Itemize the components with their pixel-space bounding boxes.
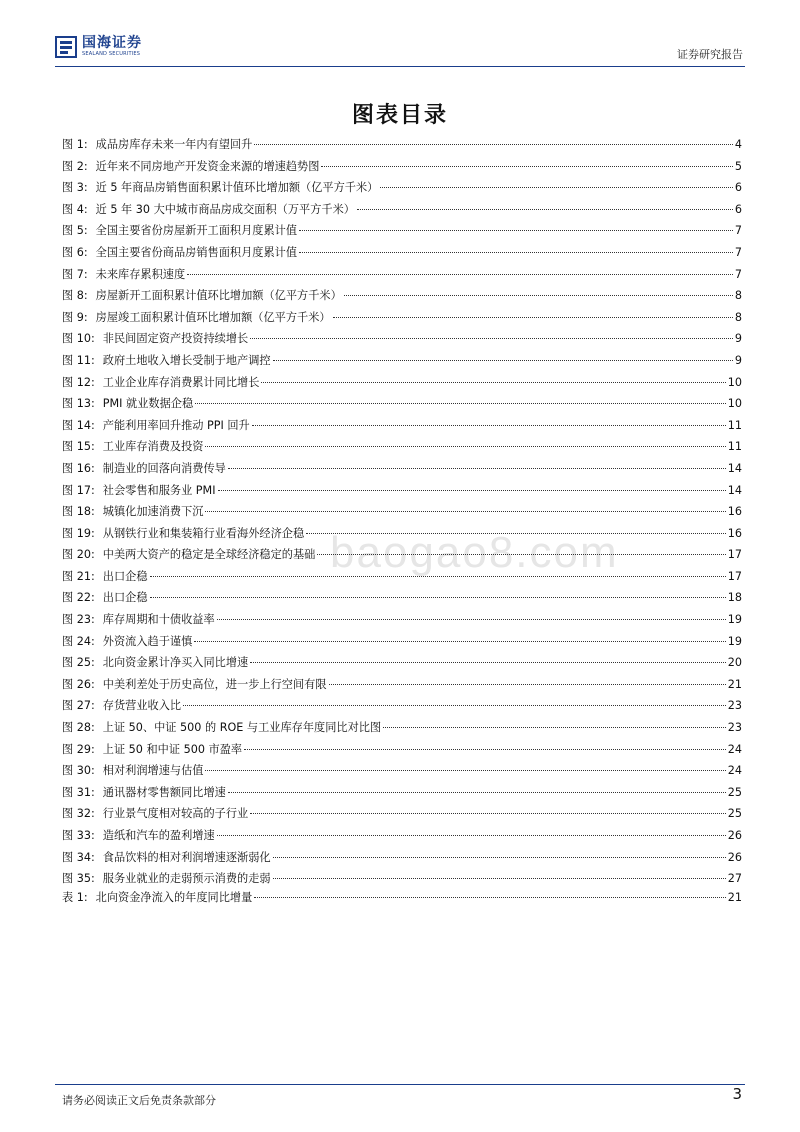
figure-entry[interactable] (62, 328, 742, 350)
toc-leader-dots (250, 813, 726, 814)
header-divider (55, 66, 745, 67)
toc-leader-dots (183, 705, 726, 706)
toc-title: 非民间固定资产投资持续增长 (102, 332, 249, 346)
toc-title: 社会零售和服务业 PMI (102, 483, 216, 497)
toc-label: 图 9: (62, 310, 88, 324)
figure-entry[interactable] (62, 436, 742, 458)
toc-title: 北向资金累计净买入同比增速 (102, 656, 249, 670)
toc-page-number: 7 (734, 224, 742, 238)
toc-title: 上证 50、中证 500 的 ROE 与工业库存年度同比对比图 (102, 721, 382, 735)
toc-page-number: 10 (727, 375, 742, 389)
toc-leader-dots (194, 641, 725, 642)
toc-page-number: 17 (727, 569, 742, 583)
footer-disclaimer: 请务必阅读正文后免责条款部分 (62, 1094, 216, 1107)
toc-title: 近 5 年 30 大中城市商品房成交面积（万平方千米） (95, 202, 355, 216)
toc-page-number: 25 (727, 785, 742, 799)
toc-label: 图 2: (62, 159, 88, 173)
toc-label: 图 24: (62, 634, 95, 648)
toc-page-number: 20 (727, 656, 742, 670)
toc-leader-dots (261, 382, 725, 383)
toc-page-number: 25 (727, 807, 742, 821)
figure-entry[interactable] (62, 480, 742, 502)
toc-page-number: 8 (734, 289, 742, 303)
toc-page-number: 5 (734, 159, 742, 173)
toc-label: 图 20: (62, 548, 95, 562)
brand-logo (55, 36, 142, 58)
toc-title: 出口企稳 (102, 569, 148, 583)
table-list (62, 887, 742, 909)
toc-title: 服务业就业的走弱预示消费的走弱 (102, 872, 271, 886)
toc-page-number: 17 (727, 548, 742, 562)
toc-page-number: 24 (727, 764, 742, 778)
toc-title: 中美利差处于历史高位，进一步上行空间有限 (102, 677, 327, 691)
toc-title: 存货营业收入比 (102, 699, 182, 713)
toc-page-number: 9 (734, 332, 742, 346)
figure-entry[interactable] (62, 609, 742, 631)
figure-entry[interactable] (62, 782, 742, 804)
figure-entry[interactable] (62, 717, 742, 739)
toc-leader-dots (273, 878, 726, 879)
toc-leader-dots (299, 252, 733, 253)
toc-title: 全国主要省份房屋新开工面积月度累计值 (95, 224, 298, 238)
toc-title: 中美两大资产的稳定是全球经济稳定的基础 (102, 548, 316, 562)
toc-label: 图 29: (62, 742, 95, 756)
toc-title: 行业景气度相对较高的子行业 (102, 807, 249, 821)
figure-entry[interactable] (62, 134, 742, 156)
toc-title: 从钢铁行业和集装箱行业看海外经济企稳 (102, 526, 305, 540)
figure-entry[interactable] (62, 695, 742, 717)
figure-entry[interactable] (62, 350, 742, 372)
figure-entry[interactable] (62, 307, 742, 329)
toc-label: 图 27: (62, 699, 95, 713)
toc-label: 图 33: (62, 829, 95, 842)
toc-page-number: 16 (727, 505, 742, 519)
figure-entry[interactable] (62, 825, 742, 847)
toc-title: 成品房库存未来一年内有望回升 (95, 138, 253, 151)
toc-label: 图 22: (62, 591, 95, 605)
figure-entry[interactable] (62, 652, 742, 674)
toc-title: 全国主要省份商品房销售面积月度累计值 (95, 245, 298, 259)
toc-leader-dots (333, 317, 733, 318)
toc-label: 图 11: (62, 353, 95, 367)
toc-label: 表 1: (62, 891, 88, 904)
figure-entry[interactable] (62, 523, 742, 545)
figure-list (62, 134, 742, 890)
toc-leader-dots (321, 166, 732, 167)
figure-entry[interactable] (62, 674, 742, 696)
toc-leader-dots (273, 857, 726, 858)
toc-page-number: 21 (727, 677, 742, 691)
toc-leader-dots (250, 338, 733, 339)
figure-entry[interactable] (62, 264, 742, 286)
toc-page-number: 14 (727, 461, 742, 475)
toc-leader-dots (150, 576, 726, 577)
toc-leader-dots (205, 446, 725, 447)
figure-entry[interactable] (62, 847, 742, 869)
sealand-logo-icon (55, 36, 77, 58)
toc-page-number: 10 (727, 397, 742, 411)
toc-label: 图 16: (62, 461, 95, 475)
toc-title: 近年来不同房地产开发资金来源的增速趋势图 (95, 159, 320, 173)
toc-title: 出口企稳 (102, 591, 148, 605)
toc-label: 图 31: (62, 785, 95, 799)
toc-page-number: 6 (734, 202, 742, 216)
toc-page-number: 23 (727, 699, 742, 713)
toc-leader-dots (228, 792, 726, 793)
figure-entry[interactable] (62, 177, 742, 199)
figure-entry[interactable] (62, 156, 742, 178)
toc-label: 图 35: (62, 872, 95, 886)
toc-page-number: 26 (727, 850, 742, 864)
toc-label: 图 25: (62, 656, 95, 670)
figure-entry[interactable] (62, 587, 742, 609)
figure-entry[interactable] (62, 220, 742, 242)
report-type: 证券研究报告 (677, 48, 743, 61)
toc-leader-dots (250, 662, 726, 663)
toc-label: 图 17: (62, 483, 95, 497)
toc-title: 相对利润增速与估值 (102, 764, 204, 778)
toc-title: 房屋新开工面积累计值环比增加额（亿平方千米） (95, 289, 342, 303)
toc-leader-dots (217, 619, 726, 620)
figure-entry[interactable] (62, 393, 742, 415)
toc-leader-dots (299, 230, 733, 231)
figure-entry[interactable] (62, 458, 742, 480)
toc-leader-dots (344, 295, 733, 296)
toc-page-number: 23 (727, 721, 742, 735)
toc-leader-dots (228, 468, 726, 469)
figure-entry[interactable] (62, 285, 742, 307)
figure-entry[interactable] (62, 415, 742, 437)
toc-page-number: 26 (727, 829, 742, 842)
toc-title: 城镇化加速消费下沉 (102, 505, 204, 519)
page-number: 3 (732, 1085, 742, 1103)
toc-title: 制造业的回落向消费传导 (102, 461, 226, 475)
toc-title: 政府土地收入增长受制于地产调控 (102, 353, 271, 367)
toc-label: 图 26: (62, 677, 95, 691)
toc-page-number: 6 (734, 181, 742, 195)
toc-label: 图 15: (62, 440, 95, 454)
toc-leader-dots (218, 490, 726, 491)
toc-label: 图 21: (62, 569, 95, 583)
toc-leader-dots (150, 597, 726, 598)
figure-entry[interactable] (62, 544, 742, 566)
toc-page-number: 7 (734, 267, 742, 281)
toc-title: 工业库存消费及投资 (102, 440, 204, 454)
toc-title: 库存周期和十债收益率 (102, 613, 215, 627)
toc-title: 上证 50 和中证 500 市盈率 (102, 742, 243, 756)
toc-page-number: 4 (734, 138, 742, 151)
page-header (0, 0, 800, 70)
toc-page-number: 8 (734, 310, 742, 324)
toc-title: 产能利用率回升推动 PPI 回升 (102, 418, 250, 432)
toc-label: 图 10: (62, 332, 95, 346)
toc-label: 图 4: (62, 202, 88, 216)
figure-entry[interactable] (62, 631, 742, 653)
toc-title: 造纸和汽车的盈利增速 (102, 829, 215, 842)
figure-entry[interactable] (62, 739, 742, 761)
toc-leader-dots (205, 770, 725, 771)
footer-divider (55, 1084, 745, 1085)
toc-title: 通讯器材零售额同比增速 (102, 785, 226, 799)
toc-title: 食品饮料的相对利润增速逐渐弱化 (102, 850, 271, 864)
toc-label: 图 34: (62, 850, 95, 864)
toc-label: 图 12: (62, 375, 95, 389)
toc-page-number: 9 (734, 353, 742, 367)
watermark: baogao8.com (330, 528, 619, 577)
figure-entry[interactable] (62, 760, 742, 782)
figure-entry[interactable] (62, 242, 742, 264)
toc-title: 北向资金净流入的年度同比增量 (95, 891, 253, 904)
figure-entry[interactable] (62, 199, 742, 221)
toc-leader-dots (187, 274, 733, 275)
toc-page-number: 11 (727, 418, 742, 432)
toc-page-number: 7 (734, 245, 742, 259)
toc-page-number: 14 (727, 483, 742, 497)
toc-label: 图 32: (62, 807, 95, 821)
toc-leader-dots (254, 897, 725, 898)
figure-entry[interactable] (62, 372, 742, 394)
toc-leader-dots (254, 144, 733, 145)
figure-entry[interactable] (62, 501, 742, 523)
toc-page-number: 24 (727, 742, 742, 756)
table-entry[interactable] (62, 887, 742, 909)
toc-label: 图 23: (62, 613, 95, 627)
toc-title: 外资流入趋于谨慎 (102, 634, 193, 648)
toc-leader-dots (383, 727, 726, 728)
toc-title: 未来库存累积速度 (95, 267, 186, 281)
brand-name-en: SEALAND SECURITIES (82, 51, 141, 57)
toc-page-number: 16 (727, 526, 742, 540)
toc-label: 图 5: (62, 224, 88, 238)
toc-page-number: 19 (727, 634, 742, 648)
toc-leader-dots (380, 187, 733, 188)
toc-label: 图 6: (62, 245, 88, 259)
toc-page-number: 19 (727, 613, 742, 627)
toc-leader-dots (252, 425, 726, 426)
toc-leader-dots (217, 835, 726, 836)
toc-page-number: 27 (727, 872, 742, 886)
toc-leader-dots (244, 749, 726, 750)
toc-label: 图 28: (62, 721, 95, 735)
figure-entry[interactable] (62, 803, 742, 825)
toc-title: 房屋竣工面积累计值环比增加额（亿平方千米） (95, 310, 331, 324)
toc-title: PMI 就业数据企稳 (102, 397, 194, 411)
toc-leader-dots (195, 403, 726, 404)
toc-label: 图 14: (62, 418, 95, 432)
toc-label: 图 1: (62, 138, 88, 151)
toc-leader-dots (306, 533, 726, 534)
toc-label: 图 7: (62, 267, 88, 281)
toc-page-number: 21 (727, 891, 742, 904)
toc-leader-dots (273, 360, 733, 361)
toc-label: 图 19: (62, 526, 95, 540)
toc-label: 图 3: (62, 181, 88, 195)
toc-label: 图 13: (62, 397, 95, 411)
brand-name-cn: 国海证券 (82, 35, 142, 51)
page-title: 图表目录 (351, 102, 448, 128)
toc-leader-dots (329, 684, 726, 685)
toc-page-number: 18 (727, 591, 742, 605)
figure-entry[interactable] (62, 566, 742, 588)
toc-page-number: 11 (727, 440, 742, 454)
toc-leader-dots (357, 209, 733, 210)
toc-label: 图 30: (62, 764, 95, 778)
toc-label: 图 18: (62, 505, 95, 519)
toc-title: 近 5 年商品房销售面积累计值环比增加额（亿平方千米） (95, 181, 379, 195)
toc-leader-dots (317, 554, 725, 555)
toc-title: 工业企业库存消费累计同比增长 (102, 375, 260, 389)
toc-leader-dots (205, 511, 725, 512)
toc-label: 图 8: (62, 289, 88, 303)
